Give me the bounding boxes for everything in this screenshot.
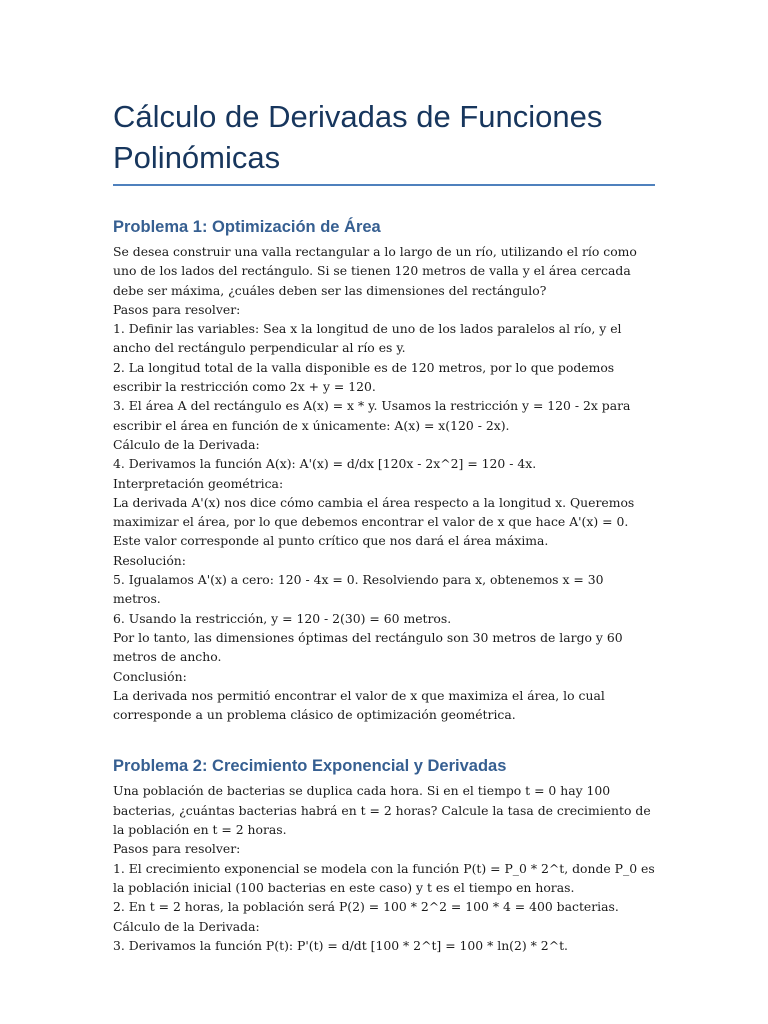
paragraph: 3. El área A del rectángulo es A(x) = x * y. Usamos la restricción y = 120 - 2x para escribir el área en función de x únicamente: A(x) = x(120 - 2x).: [113, 398, 631, 433]
paragraph: 2. En t = 2 horas, la población será P(2) = 100 * 2^2 = 100 * 4 = 400 bacterias.: [113, 899, 619, 915]
paragraph: 3. Derivamos la función P(t): P'(t) = d/dt [100 * 2^t] = 100 * ln(2) * 2^t.: [113, 937, 568, 953]
section-heading: Problema 1: Optimización de Área: [113, 218, 381, 236]
section-problem-1: [113, 216, 655, 724]
document-page: [113, 96, 655, 955]
paragraph: 1. Definir las variables: Sea x la longitud de uno de los lados paralelos al río, y el ancho del rectángulo perpendicular al río es y.: [113, 321, 622, 356]
paragraph: 6. Usando la restricción, y = 120 - 2(30) = 60 metros.: [113, 610, 452, 626]
paragraph: Conclusión:: [113, 668, 187, 684]
paragraph: Cálculo de la Derivada:: [113, 436, 260, 452]
paragraph: Interpretación geométrica:: [113, 475, 284, 491]
paragraph: La derivada nos permitió encontrar el valor de x que maximiza el área, lo cual corresponde a un problema clásico de optimización geométrica.: [113, 687, 605, 723]
paragraph: Cálculo de la Derivada:: [113, 918, 260, 934]
paragraph: 5. Igualamos A'(x) a cero: 120 - 4x = 0. Resolviendo para x, obtenemos x = 30 metros.: [113, 572, 604, 607]
paragraph: Pasos para resolver:: [113, 301, 241, 317]
section-heading: Problema 2: Crecimiento Exponencial y Derivadas: [113, 757, 507, 776]
paragraph: Pasos para resolver:: [113, 841, 241, 857]
paragraph: Por lo tanto, las dimensiones óptimas del rectángulo son 30 metros de largo y 60 metros de ancho.: [113, 629, 623, 665]
paragraph: 4. Derivamos la función A(x): A'(x) = d/dx [120x - 2x^2] = 120 - 4x.: [113, 456, 537, 472]
paragraph: La derivada A'(x) nos dice cómo cambia el área respecto a la longitud x. Queremos maximizar el área, por lo que debemos encontrar el valor de x que hace A'(x) = 0. Este valor corresponde al punto crítico que nos dará el área máxima.: [113, 494, 635, 549]
paragraph: 1. El crecimiento exponencial se modela con la función P(t) = P_0 * 2^t, donde P_0 es la población inicial (100 bacterias en este caso) y t es el tiempo en horas.: [113, 860, 655, 895]
paragraph: Se desea construir una valla rectangular a lo largo de un río, utilizando el río como uno de los lados del rectángulo. Si se tienen 120 metros de valla y el área cercada debe ser máxima, ¿cuáles deben ser las dimensiones del rectángulo?: [113, 244, 637, 298]
paragraph: Una población de bacterias se duplica cada hora. Si en el tiempo t = 0 hay 100 bacterias, ¿cuántas bacterias habrá en t = 2 horas? Calcule la tasa de crecimiento de la población en t = 2 horas.: [113, 783, 651, 838]
document-title: Cálculo de Derivadas de Funciones Polinómicas: [113, 96, 655, 186]
paragraph: Resolución:: [113, 552, 186, 568]
section-problem-2: [113, 755, 655, 955]
paragraph: 2. La longitud total de la valla disponible es de 120 metros, por lo que podemos escribir la restricción como 2x + y = 120.: [113, 359, 615, 395]
